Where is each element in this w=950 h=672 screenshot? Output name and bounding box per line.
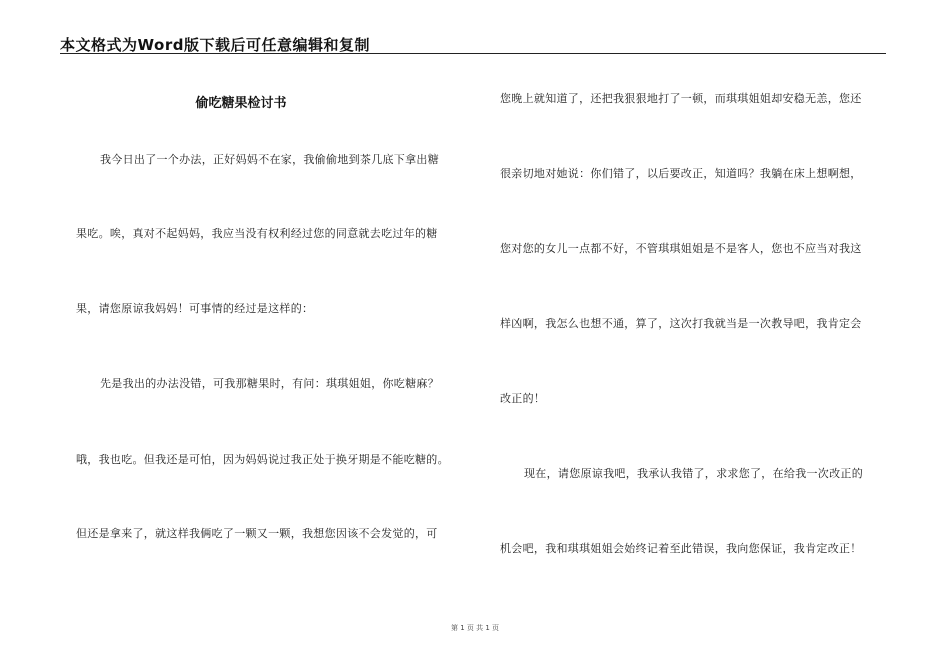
header-banner: 本文格式为Word版下载后可任意编辑和复制: [60, 36, 370, 54]
paragraph-line: 您对您的女儿一点都不好，不管琪琪姐姐是不是客人，您也不应当对我这: [500, 242, 862, 255]
paragraph-line: 现在，请您原谅我吧，我承认我错了，求求您了，在给我一次改正的: [524, 467, 863, 480]
paragraph-line: 果吃。唉，真对不起妈妈，我应当没有权利经过您的同意就去吃过年的糖: [76, 227, 438, 240]
paragraph-line: 机会吧，我和琪琪姐姐会始终记着至此错误，我向您保证，我肯定改正！: [500, 542, 862, 555]
paragraph-line: 哦，我也吃。但我还是可怕，因为妈妈说过我正处于换牙期是不能吃糖的。: [76, 453, 449, 466]
paragraph-line: 改正的！: [500, 392, 546, 405]
paragraph-line: 样凶啊，我怎么也想不通，算了，这次打我就当是一次教导吧，我肯定会: [500, 317, 862, 330]
document-title: 偷吃糖果检讨书: [195, 96, 287, 111]
paragraph-line: 很亲切地对她说：你们错了，以后要改正，知道吗？我躺在床上想啊想，: [500, 167, 862, 180]
page-number: 第 1 页 共 1 页: [450, 624, 500, 632]
header-divider: [60, 53, 886, 54]
paragraph-line: 但还是拿来了，就这样我俩吃了一颗又一颗，我想您因该不会发觉的，可: [76, 527, 438, 540]
paragraph-line: 我今日出了一个办法，正好妈妈不在家，我偷偷地到茶几底下拿出糖: [100, 153, 439, 166]
paragraph-line: 先是我出的办法没错，可我那糖果时，有问：琪琪姐姐，你吃糖麻？: [100, 377, 439, 390]
paragraph-line: 您晚上就知道了，还把我狠狠地打了一顿，而琪琪姐姐却安稳无恙，您还: [500, 92, 862, 105]
paragraph-line: 果，请您原谅我妈妈！可事情的经过是这样的：: [76, 302, 314, 315]
